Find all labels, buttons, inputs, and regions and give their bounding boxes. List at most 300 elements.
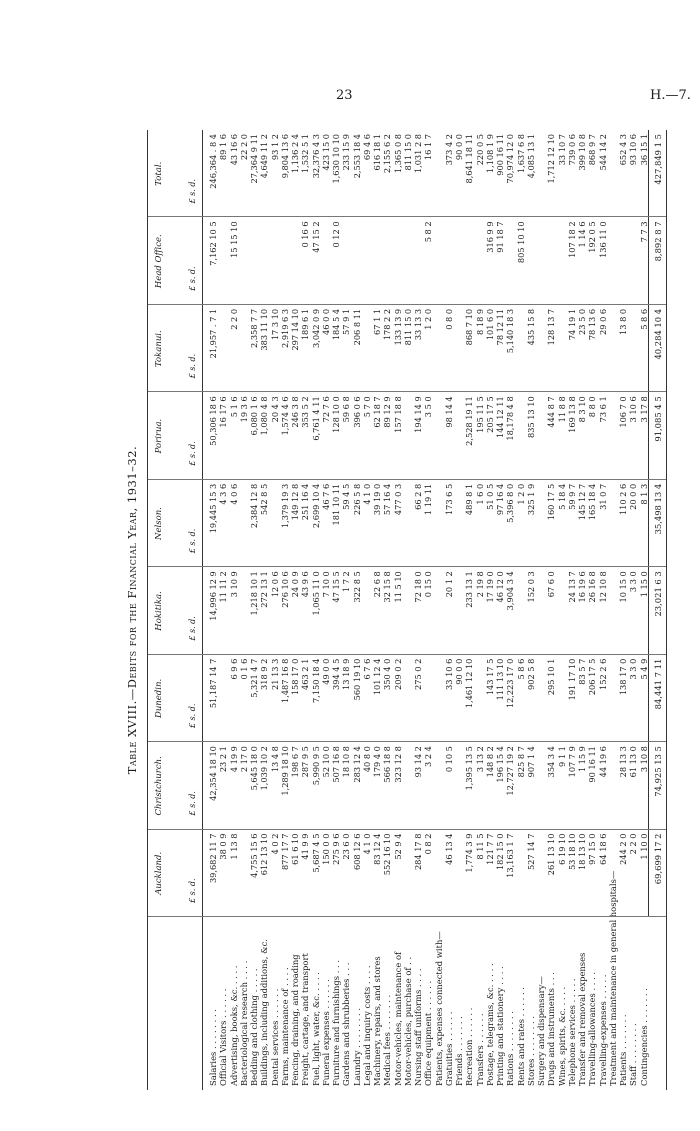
row-label: Laundry . . . . . . . . <box>351 1007 362 1086</box>
table-cell: 1 13 8 <box>228 833 239 860</box>
table-cell: 16 17 6 <box>218 396 229 428</box>
table-cell: 205 17 5 <box>484 396 495 433</box>
table-cell: 148 8 2 <box>484 746 495 778</box>
table-cell: 192 0 5 <box>587 221 598 253</box>
table-cell: 233 13 1 <box>464 571 475 608</box>
table-cell: 1,461 12 10 <box>464 658 475 709</box>
table-cell: 399 10 8 <box>577 134 587 171</box>
table-cell: 5 7 0 <box>361 396 372 418</box>
table-cell: 111 13 10 <box>495 658 505 701</box>
table-cell: 2 17 0 <box>238 746 249 773</box>
table-cell: 97 16 4 <box>495 483 505 516</box>
table-cell: 261 13 10 <box>546 833 557 876</box>
table-cell: 42,354 18 10 <box>208 746 218 801</box>
table-cell: 4 1 0 <box>361 483 372 505</box>
table-cell: 3 3 0 <box>628 658 639 680</box>
table-cell: 195 11 5 <box>474 396 485 433</box>
table-cell: 1 15 9 <box>577 746 587 773</box>
table-cell: 444 8 7 <box>546 396 557 428</box>
table-cell: 13 4 8 <box>269 746 280 773</box>
table-cell: 51 0 5 <box>484 483 495 510</box>
table-cell: 160 17 5 <box>546 483 557 521</box>
table-cell: 612 13 10 <box>259 833 270 876</box>
table-cell: 12 10 8 <box>597 571 608 603</box>
table-cell: 1,630 10 10 <box>331 134 341 184</box>
table-cell: 552 16 10 <box>382 833 393 876</box>
row-label: Funeral expenses . . . . . . <box>320 979 331 1086</box>
table-cell: 158 17 0 <box>290 658 300 696</box>
column-rule <box>148 304 666 305</box>
row-label: Patients . . . . . . . <box>618 1014 628 1086</box>
table-cell: 373 4 2 <box>443 134 454 166</box>
column-rule <box>148 741 666 742</box>
column-header: Dunedin. <box>154 678 164 718</box>
table-cell: 47 15 2 <box>310 221 321 253</box>
document-reference: H.—7. <box>650 88 691 103</box>
table-cell: 4,755 15 6 <box>249 833 259 878</box>
table-cell: 20 1 2 <box>443 571 454 598</box>
table-cell: 1,080 4 8 <box>259 396 270 436</box>
table-cell: 107 7 9 <box>566 746 577 778</box>
table-cell: 165 18 4 <box>587 483 598 521</box>
table-cell: 2 2 0 <box>628 833 639 855</box>
table-cell: 805 10 10 <box>515 221 526 264</box>
table-cell: 1,031 2 8 <box>413 134 423 174</box>
table-cell: 5,396 8 0 <box>505 483 516 523</box>
table-cell: 23 6 0 <box>341 833 352 860</box>
table-cell: 157 18 8 <box>392 396 403 433</box>
table-cell: 2,155 6 2 <box>382 134 393 174</box>
table-cell: 7,162 10 5 <box>208 221 218 266</box>
table-cell: 5 4 9 <box>638 658 649 680</box>
table-cell: 106 7 0 <box>618 396 628 428</box>
table-cell: 323 12 8 <box>392 746 403 783</box>
table-cell: 90 0 0 <box>454 134 464 161</box>
table-cell: 5,321 4 7 <box>249 658 259 698</box>
table-cell: 608 12 6 <box>351 833 362 871</box>
table-cell: 59 9 7 <box>566 483 577 510</box>
table-cell: 52 10 0 <box>320 746 331 778</box>
table-cell: 66 2 8 <box>413 483 423 510</box>
row-label: Recreation . . . . . . <box>464 1007 475 1086</box>
table-cell: 1,039 10 2 <box>259 746 270 791</box>
table-cell: 1,574 4 6 <box>279 396 290 436</box>
table-cell: 13 8 0 <box>618 308 628 335</box>
table-cell: 18,178 4 8 <box>505 396 516 441</box>
table-cell: 868 7 10 <box>464 308 475 346</box>
table-cell: 6 9 6 <box>228 658 239 680</box>
column-header-row <box>148 130 203 1090</box>
table-cell: 11 5 10 <box>392 571 403 603</box>
table-cell: 1,289 18 10 <box>279 746 290 796</box>
column-rule <box>148 566 666 567</box>
table-cell: 6,080 1 6 <box>249 396 259 436</box>
table-cell: 283 12 4 <box>351 746 362 783</box>
table-cell: 181 10 11 <box>331 483 341 526</box>
table-cell: 44 19 6 <box>597 746 608 778</box>
table-cell: 244 2 0 <box>618 833 628 865</box>
currency-units: £ s. d. <box>188 878 197 903</box>
table-cell: 33 10 7 <box>556 134 567 166</box>
total-cell: 23,021 6 3 <box>653 571 663 617</box>
table-cell: 93 1 2 <box>269 134 280 161</box>
table-cell: 1 14 6 <box>577 221 587 248</box>
table-cell: 1 2 0 <box>515 483 526 505</box>
table-cell: 20 4 3 <box>269 396 280 423</box>
row-label: Patients, expenses connected with— <box>433 931 444 1086</box>
table-cell: 2,384 12 8 <box>249 483 259 529</box>
total-rule <box>648 130 649 917</box>
row-label: Drugs and instruments . . . <box>546 972 557 1086</box>
table-cell: 5 18 4 <box>556 483 567 510</box>
row-label: Office equipment . . . . . . <box>423 980 434 1086</box>
table-cell: 41 9 9 <box>300 833 311 860</box>
table-cell: 284 17 8 <box>413 833 423 871</box>
table-cell: 46 13 4 <box>443 833 454 865</box>
table-cell: 90 0 0 <box>454 658 464 685</box>
row-label: Surgery and dispensary— <box>536 976 546 1086</box>
total-cell: 91,085 4 5 <box>653 396 663 442</box>
table-cell: 133 13 9 <box>392 308 403 346</box>
table-cell: 110 2 6 <box>618 483 628 516</box>
table-cell: 1,108 1 9 <box>484 134 495 174</box>
table-cell: 354 3 4 <box>546 746 557 778</box>
table-cell: 78 13 6 <box>587 308 598 341</box>
table-cell: 8 8 0 <box>587 396 598 418</box>
table-cell: 27,364 9 11 <box>249 134 259 184</box>
table-cell: 33 13 3 <box>413 308 423 341</box>
table-cell: 2,919 6 3 <box>279 308 290 348</box>
row-label: Fencing, draining, and roading <box>290 954 300 1086</box>
column-header: Hokitika. <box>154 591 164 631</box>
table-cell: 24 13 7 <box>566 571 577 603</box>
table-cell: 18 13 10 <box>577 833 587 871</box>
table-cell: 17 19 0 <box>484 571 495 603</box>
table-cell: 22 6 8 <box>372 571 382 598</box>
table-cell: 173 6 5 <box>443 483 454 516</box>
row-label: Bedding and clothing . . . . . <box>249 968 259 1086</box>
table-cell: 246,364 . 8 4 <box>208 134 218 189</box>
row-label: Buildings, including additions, &c. <box>259 939 270 1086</box>
table-cell: 78 12 11 <box>495 308 505 346</box>
table-cell: 5 8 2 <box>423 221 434 243</box>
table-cell: 101 12 4 <box>372 658 382 696</box>
table-cell: 70,974 12 0 <box>505 134 516 184</box>
currency-units: £ s. d. <box>188 528 197 554</box>
row-label: Printing and stationery . . . . <box>495 966 505 1086</box>
table-cell: 3 10 8 <box>638 746 649 773</box>
table-cell: 7 7 3 <box>638 221 649 243</box>
table-cell: 3 10 6 <box>628 396 639 423</box>
table-cell: 74 19 1 <box>566 308 577 341</box>
table-cell: 2 2 0 <box>228 308 239 330</box>
table-cell: 542 8 5 <box>259 483 270 516</box>
total-cell: 69,699 17 2 <box>653 833 663 885</box>
table-cell: 138 17 0 <box>618 658 628 696</box>
rotated-table-page <box>125 130 695 1090</box>
currency-units: £ s. d. <box>188 178 197 204</box>
row-label: Dental services . . . . . . <box>269 988 280 1086</box>
table-cell: 1 6 0 <box>474 483 485 505</box>
table-cell: 150 0 0 <box>320 833 331 865</box>
total-cell: 8,892 8 7 <box>653 221 663 262</box>
row-label: Gratuities . . . . . . <box>443 1011 454 1086</box>
row-label: Staff . . . . . . . . <box>628 1023 639 1086</box>
table-cell: 423 15 0 <box>320 134 331 171</box>
table-cell: 527 14 7 <box>525 833 536 871</box>
table-cell: 59 4 5 <box>341 483 352 510</box>
table-cell: 907 1 4 <box>525 746 536 778</box>
row-label: Treatment and maintenance in general hospitals— <box>607 870 618 1086</box>
row-label: Friends . . . . . . . <box>454 1016 464 1086</box>
table-cell: 89 1 6 <box>218 134 229 161</box>
table-cell: 3,042 0 9 <box>310 308 321 348</box>
table-cell: 15 15 10 <box>228 221 239 258</box>
column-rule <box>148 829 666 830</box>
table-cell: 1,532 5 1 <box>300 134 311 174</box>
table-cell: 7,150 18 4 <box>310 658 321 703</box>
table-cell: 191 17 10 <box>566 658 577 701</box>
table-cell: 31 0 7 <box>597 483 608 510</box>
table-cell: 21,957 . 7 1 <box>208 308 218 359</box>
table-cell: 1 10 0 <box>638 833 649 860</box>
row-label: Rents and rates . . . . . . <box>515 987 526 1086</box>
column-header: Nelson. <box>154 507 164 540</box>
table-cell: 4 0 2 <box>269 833 280 855</box>
row-label: Medical fees . . . . . . . <box>382 994 393 1086</box>
table-cell: 57 9 1 <box>341 308 352 335</box>
table-cell: 2,358 7 7 <box>249 308 259 348</box>
table-cell: 383 11 10 <box>259 308 270 351</box>
column-rule <box>148 479 666 480</box>
table-cell: 184 5 4 <box>331 308 341 341</box>
row-label: Salaries . . . . . . . . <box>208 1009 218 1086</box>
table-cell: 19,445 15 3 <box>208 483 218 534</box>
table-cell: 128 10 0 <box>331 396 341 433</box>
table-cell: 89 12 9 <box>382 396 393 428</box>
table-cell: 811 15 0 <box>402 134 413 171</box>
table-cell: 40 8 0 <box>361 746 372 773</box>
table-cell: 52 9 4 <box>392 833 403 860</box>
table-cell: 1,637 6 8 <box>515 134 526 174</box>
table-cell: 26 16 8 <box>587 571 598 603</box>
table-cell: 1,136 2 4 <box>290 134 300 174</box>
table-cell: 16 19 6 <box>577 571 587 603</box>
table-cell: 1,218 10 1 <box>249 571 259 616</box>
table-cell: 145 12 7 <box>577 483 587 521</box>
table-cell: 0 12 0 <box>331 221 341 248</box>
table-cell: 6 19 10 <box>556 833 567 865</box>
row-label: Rations . . . . . . . . <box>505 1011 516 1086</box>
total-cell: 40,284 10 4 <box>653 308 663 360</box>
table-cell: 233 15 9 <box>341 134 352 171</box>
table-cell: 220 0 5 <box>474 134 485 166</box>
table-cell: 61 13 0 <box>628 746 639 778</box>
table-cell: 206 17 5 <box>587 658 598 696</box>
table-cell: 0 16 6 <box>300 221 311 248</box>
column-rule <box>148 916 666 917</box>
currency-units: £ s. d. <box>188 353 197 379</box>
table-cell: 11 11 2 <box>218 571 229 603</box>
table-cell: 152 2 6 <box>597 658 608 690</box>
row-label: Transfer and removal expenses <box>577 952 587 1086</box>
table-cell: 121 7 7 <box>484 833 495 865</box>
table-cell: 3 17 8 <box>638 396 649 423</box>
column-rule <box>148 391 666 392</box>
table-cell: 2,553 18 4 <box>351 134 362 179</box>
table-cell: 18 10 8 <box>341 746 352 778</box>
table-cell: 1 19 11 <box>423 483 434 516</box>
table-cell: 1,712 12 10 <box>546 134 557 184</box>
row-label: Motor-vehicles, purchase of . . <box>402 956 413 1086</box>
table-cell: 3,904 3 4 <box>505 571 516 611</box>
row-label: Gardens and shrubberies . . . <box>341 962 352 1086</box>
row-label: Official Visitors . . . . . . <box>218 988 229 1086</box>
table-cell: 64 18 6 <box>597 833 608 865</box>
table-cell: 93 14 2 <box>413 746 423 778</box>
table-cell: 5,687 4 5 <box>310 833 321 873</box>
table-cell: 152 0 3 <box>525 571 536 603</box>
row-label: Machinery, repairs, and stores <box>372 956 382 1086</box>
table-cell: 1,395 13 5 <box>464 746 475 791</box>
table-cell: 394 4 5 <box>331 658 341 690</box>
table-cell: 73 6 1 <box>597 396 608 423</box>
debits-table <box>147 130 667 1090</box>
table-cell: 9 1 1 <box>556 746 567 767</box>
row-label: Travelling-expenses . . . . . <box>597 974 608 1086</box>
table-cell: 57 16 4 <box>382 483 393 516</box>
table-cell: 46 12 0 <box>495 571 505 603</box>
table-cell: 51,187 14 7 <box>208 658 218 709</box>
table-cell: 9,804 13 6 <box>279 134 290 179</box>
table-cell: 196 15 4 <box>495 746 505 783</box>
column-header: Auckland. <box>154 851 164 895</box>
column-header: Christchurch. <box>154 756 164 816</box>
row-label: Fuel, light, water, &c. . . . . <box>310 972 321 1086</box>
table-cell: 477 0 3 <box>392 483 403 516</box>
currency-units: £ s. d. <box>188 703 197 729</box>
table-cell: 12,223 17 0 <box>505 658 516 709</box>
table-cell: 5 1 6 <box>228 396 239 418</box>
table-cell: 10 15 0 <box>618 571 628 603</box>
table-cell: 0 10 5 <box>443 746 454 773</box>
table-cell: 182 15 0 <box>495 833 505 871</box>
table-cell: 32 15 8 <box>382 571 393 603</box>
table-cell: 206 8 11 <box>351 308 362 346</box>
table-cell: 33 10 6 <box>443 658 454 690</box>
table-cell: 13 18 9 <box>341 658 352 690</box>
table-cell: 49 0 0 <box>320 658 331 685</box>
table-cell: 39 19 0 <box>372 483 382 516</box>
table-cell: 69 4 6 <box>361 134 372 161</box>
total-cell: 427,849 1 5 <box>653 134 663 185</box>
table-cell: 62 18 7 <box>372 396 382 428</box>
table-cell: 28 13 3 <box>618 746 628 778</box>
table-cell: 226 5 8 <box>351 483 362 516</box>
table-cell: 5 8 6 <box>638 308 649 330</box>
table-cell: 4,085 13 1 <box>525 134 536 179</box>
table-cell: 29 0 6 <box>597 308 608 335</box>
table-cell: 489 8 1 <box>464 483 475 516</box>
table-cell: 22 2 0 <box>238 134 249 161</box>
table-cell: 3 2 4 <box>423 746 434 767</box>
table-cell: 652 4 3 <box>618 134 628 166</box>
table-cell: 353 5 2 <box>300 396 311 428</box>
table-cell: 560 19 10 <box>351 658 362 701</box>
table-cell: 1,487 16 8 <box>279 658 290 703</box>
table-cell: 12,727 19 2 <box>505 746 516 796</box>
total-cell: 35,498 13 4 <box>653 483 663 535</box>
total-cell: 74,925 13 5 <box>653 746 663 797</box>
table-cell: 8 1 3 <box>638 483 649 505</box>
table-cell: 107 18 2 <box>566 221 577 258</box>
table-cell: 178 2 2 <box>382 308 393 341</box>
table-cell: 877 17 7 <box>279 833 290 871</box>
row-label: Farms, maintenance of . . . . <box>279 967 290 1086</box>
table-cell: 43 9 6 <box>300 571 311 598</box>
row-label: Travelling-allowances . . . . <box>587 971 598 1086</box>
table-cell: 3 13 2 <box>474 746 485 773</box>
table-cell: 101 6 0 <box>484 308 495 341</box>
table-cell: 38 0 9 <box>218 833 229 860</box>
row-label: Stores . . . . . . . . <box>525 1016 536 1086</box>
table-cell: 144 12 11 <box>495 396 505 439</box>
table-cell: 0 15 0 <box>423 571 434 598</box>
table-cell: 3 10 9 <box>228 571 239 598</box>
table-cell: 12 0 6 <box>269 571 280 598</box>
table-cell: 36 15 1 <box>638 134 649 166</box>
table-cell: 83 5 7 <box>577 658 587 685</box>
table-cell: 811 15 0 <box>402 308 413 346</box>
table-cell: 1 15 0 <box>638 571 649 598</box>
table-cell: 0 1 6 <box>238 658 249 680</box>
table-cell: 0 8 2 <box>423 833 434 855</box>
table-cell: 295 10 1 <box>546 658 557 696</box>
table-cell: 2 19 8 <box>474 571 485 598</box>
row-label: Advertising, books, &c. . . . . <box>228 965 239 1086</box>
table-cell: 616 18 1 <box>372 134 382 171</box>
page-header <box>0 88 700 108</box>
table-cell: 2,699 10 4 <box>310 483 321 529</box>
column-header: Tokanui. <box>154 330 164 367</box>
table-cell: 297 14 10 <box>290 308 300 351</box>
table-cell: 59 6 8 <box>341 396 352 423</box>
table-cell: 868 9 7 <box>587 134 598 166</box>
table-cell: 209 0 2 <box>392 658 403 690</box>
table-cell: 72 18 0 <box>413 571 423 603</box>
table-cell: 23 2 1 <box>218 746 229 773</box>
table-cell: 14,996 12 9 <box>208 571 218 621</box>
table-cell: 276 10 6 <box>279 571 290 608</box>
table-cell: 1,065 11 0 <box>310 571 321 616</box>
table-cell: 8 11 5 <box>474 833 485 860</box>
table-cell: 275 0 2 <box>413 658 423 690</box>
table-cell: 11 8 8 <box>556 396 567 423</box>
table-cell: 0 8 0 <box>443 308 454 330</box>
column-header: Total. <box>154 161 164 186</box>
page-number: 23 <box>336 88 353 103</box>
table-cell: 1,379 19 3 <box>279 483 290 529</box>
row-label: Motor-vehicles, maintenance of <box>392 951 403 1086</box>
table-cell: 93 10 6 <box>628 134 639 166</box>
currency-units: £ s. d. <box>188 266 197 291</box>
row-label: Postage, telegrams, &c. . . . . <box>484 963 495 1086</box>
table-cell: 318 9 2 <box>259 658 270 690</box>
table-cell: 8 3 10 <box>577 396 587 423</box>
table-cell: 46 7 6 <box>320 483 331 510</box>
table-cell: 287 9 5 <box>300 746 311 778</box>
table-cell: 463 2 1 <box>300 658 311 690</box>
